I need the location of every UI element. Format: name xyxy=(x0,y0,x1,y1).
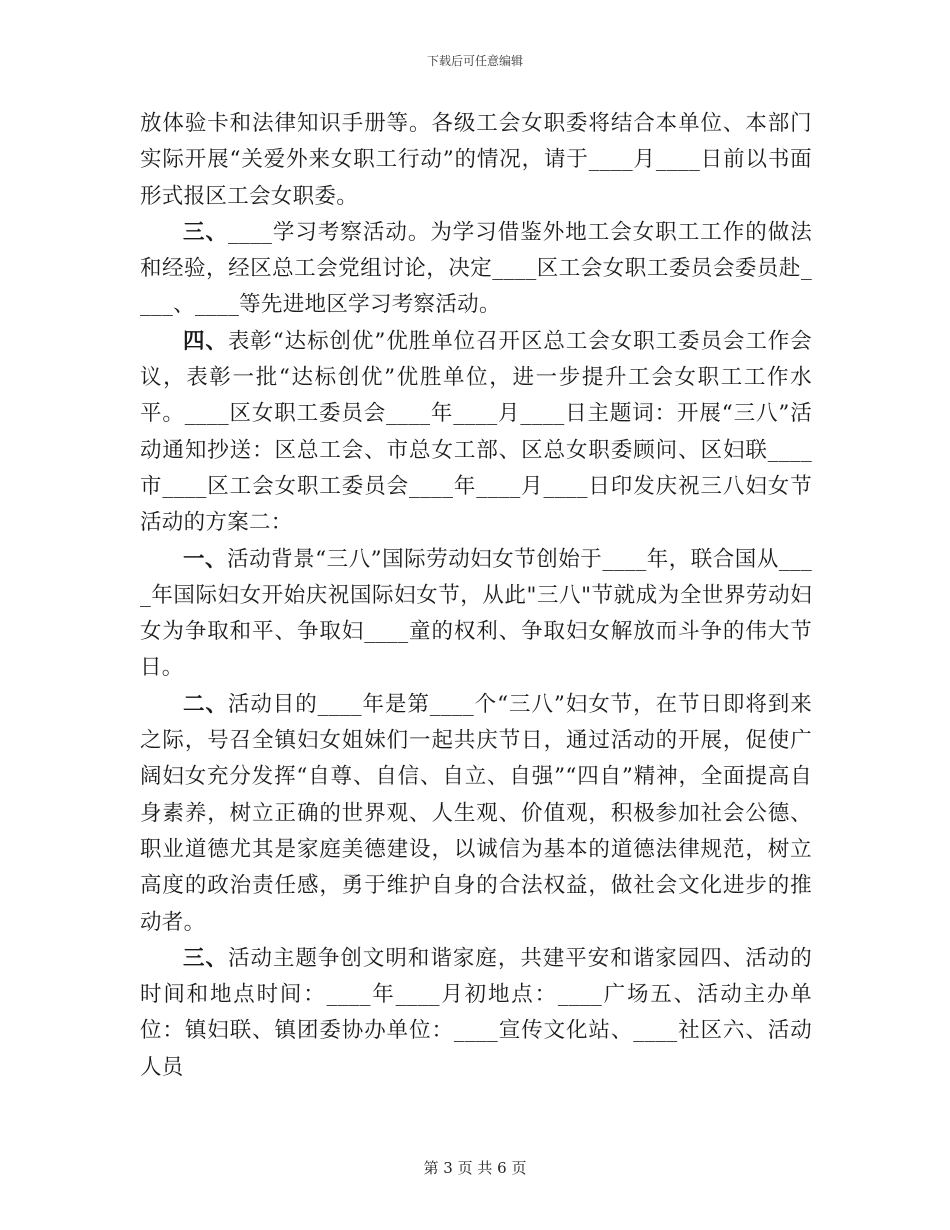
paragraph-commendation xyxy=(140,324,812,542)
paragraph-background xyxy=(140,542,812,687)
paragraph-lead: 一、 xyxy=(183,546,228,572)
paragraph-lead: 三、 xyxy=(183,219,228,245)
paragraph-text: 放体验卡和法律知识手册等。各级工会女职委将结合本单位、本部门实际开展“关爱外来女职工行动”的情况，请于____月____日前以书面形式报区工会女职委。 xyxy=(140,111,812,209)
paragraph-lead: 三、 xyxy=(183,945,228,971)
paragraph-continuation xyxy=(140,106,812,215)
paragraph-text: 活动主题争创文明和谐家庭，共建平安和谐家园四、活动的时间和地点时间：____年____月初地点：____广场五、活动主办单位：镇妇联、镇团委协办单位：____宣传文化站、____社区六、活动人员 xyxy=(140,945,812,1080)
paragraph-text: ____学习考察活动。为学习借鉴外地工会女职工工作的做法和经验，经区总工会党组讨论，决定____区工会女职工委员会委员赴____、____等先进地区学习考察活动。 xyxy=(140,219,812,318)
page-number: 第 3 页 共 6 页 xyxy=(423,1159,527,1177)
paragraph-text: 活动目的____年是第____个“三八”妇女节，在节日即将到来之际，号召全镇妇女姐妹们一起共庆节日，通过活动的开展，促使广阔妇女充分发挥“自尊、自信、自立、自强”“四自”精神，全面提高自身素养，树立正确的世界观、人生观、价值观，积极参加社会公德、职业道德尤其是家庭美德建设，以诚信为基本的道德法律规范，树立高度的政治责任感，勇于维护自身的合法权益，做社会文化进步的推动者。 xyxy=(140,691,812,935)
document-body xyxy=(140,106,812,1086)
paragraph-purpose xyxy=(140,687,812,941)
paragraph-lead: 二、 xyxy=(183,691,228,717)
paragraph-text: 活动背景“三八”国际劳动妇女节创始于____年，联合国从____年国际妇女开始庆祝国际妇女节，从此"三八"节就成为全世界劳动妇女为争取和平、争取妇____童的权利、争取妇女解放而斗争的伟大节日。 xyxy=(140,546,812,681)
paragraph-study-tour xyxy=(140,215,812,324)
paragraph-lead: 四、 xyxy=(183,328,228,354)
page-header: 下载后可任意编辑 xyxy=(426,54,523,68)
paragraph-theme xyxy=(140,941,812,1086)
paragraph-text: 表彰“达标创优”优胜单位召开区总工会女职工委员会工作会议，表彰一批“达标创优”优胜单位，进一步提升工会女职工工作水平。____区女职工委员会____年____月____日主题词：开展“三八”活动通知抄送：区总工会、市总女工部、区总女职委顾问、区妇联____市____区工会女职工委员会____年____月____日印发庆祝三八妇女节活动的方案二： xyxy=(140,328,812,536)
